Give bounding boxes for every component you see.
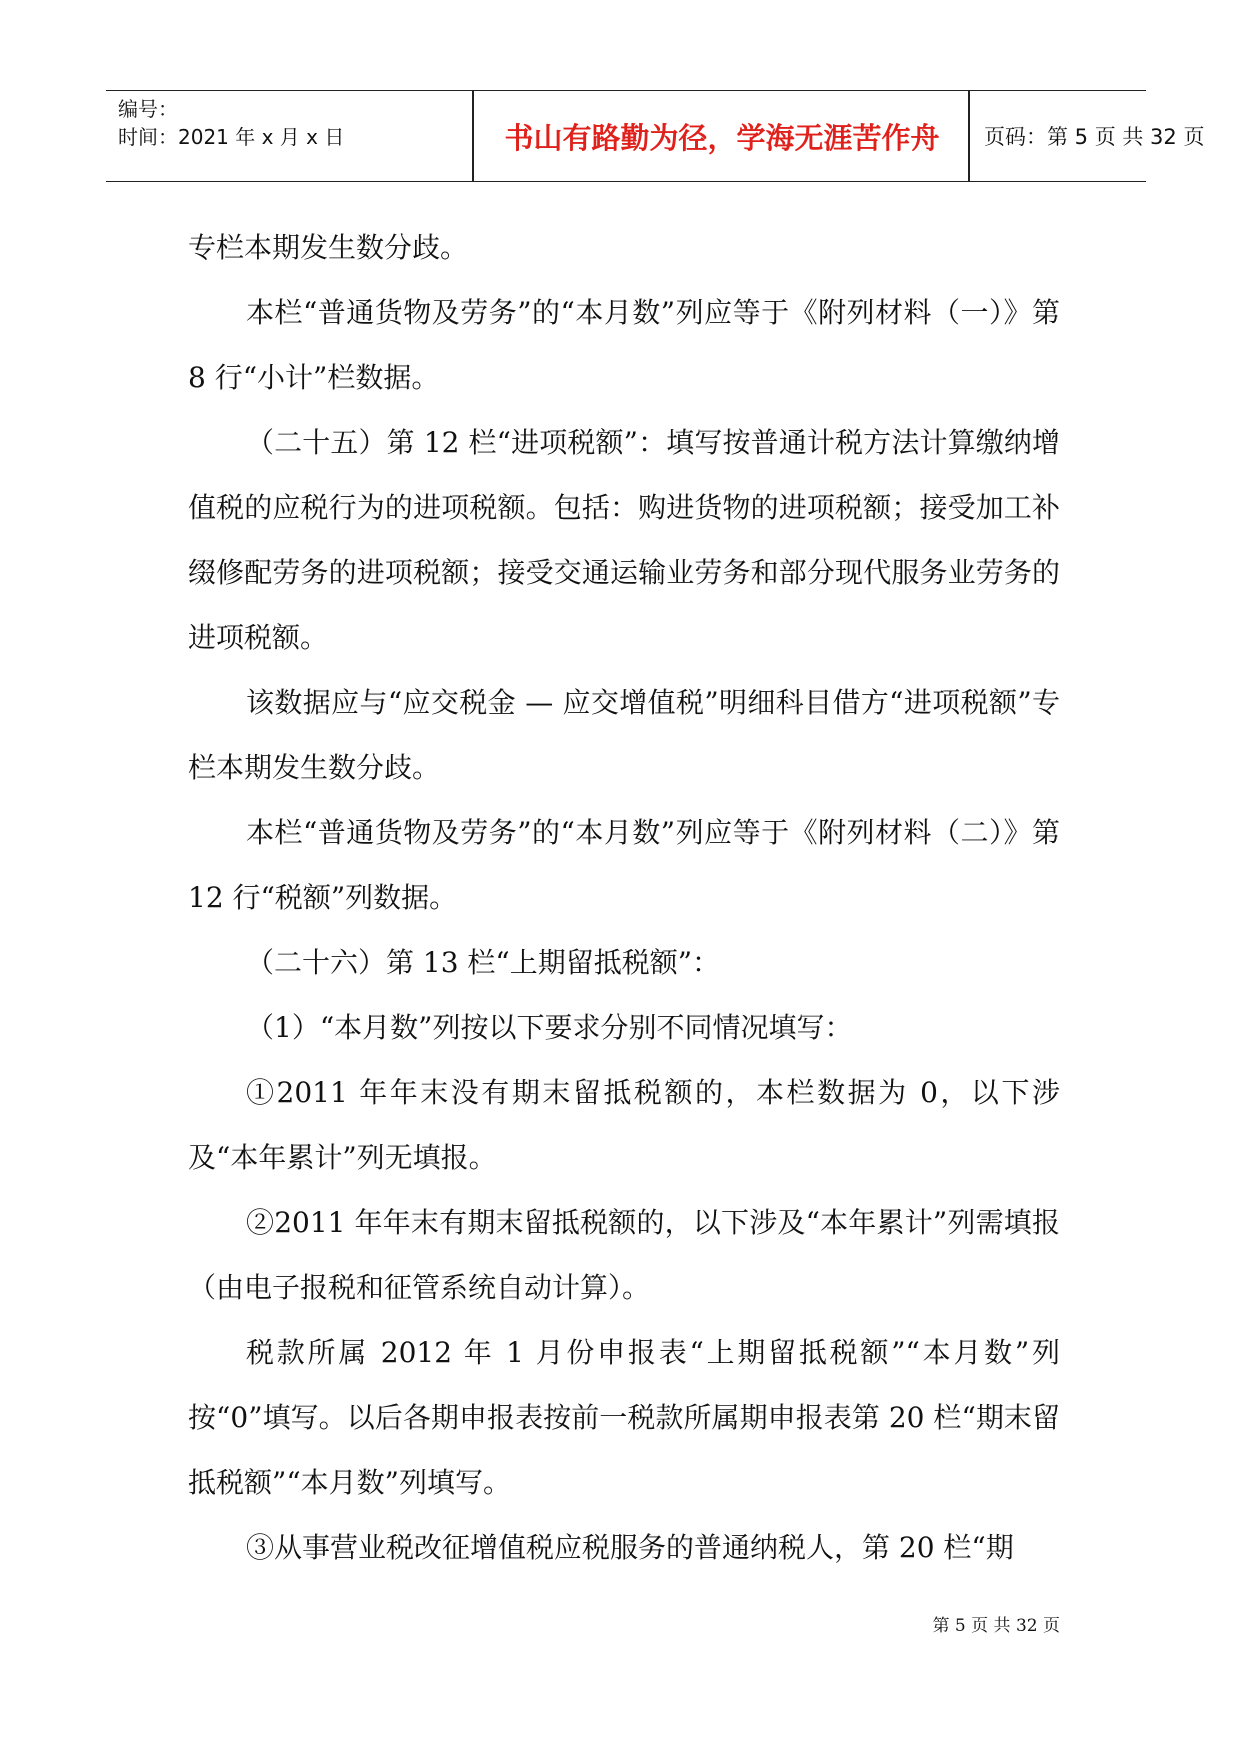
paragraph: 本栏“普通货物及劳务”的“本月数”列应等于《附列材料（二）》第 12 行“税额”列数据。 [188, 816, 1060, 914]
document-time-label: 时间：2021 年 x 月 x 日 [118, 125, 345, 149]
paragraph: （二十五）第 12 栏“进项税额”：填写按普通计税方法计算缴纳增值税的应税行为的进项税额。包括：购进货物的进项税额；接受加工补缀修配劳务的进项税额；接受交通运输业劳务和部分现代服务业劳务的进项税额。 [188, 426, 1060, 654]
paragraph: 税款所属 2012 年 1 月份申报表“上期留抵税额”“本月数”列按“0”填写。以后各期申报表按前一税款所属期申报表第 20 栏“期末留抵税额”“本月数”列填写。 [188, 1336, 1060, 1499]
document-number-label: 编号： [118, 97, 178, 121]
paragraph: 该数据应与“应交税金 — 应交增值税”明细科目借方“进项税额”专栏本期发生数分歧。 [188, 686, 1060, 784]
page-footer: 第 5 页 共 32 页 [932, 1616, 1060, 1636]
paragraph: ①2011 年年末没有期末留抵税额的，本栏数据为 0，以下涉及“本年累计”列无填报。 [188, 1076, 1060, 1174]
paragraph: （二十六）第 13 栏“上期留抵税额”： [246, 946, 721, 979]
paragraph: ②2011 年年末有期末留抵税额的，以下涉及“本年累计”列需填报（由电子报税和征管系统自动计算）。 [188, 1206, 1060, 1304]
document-body [188, 215, 1060, 1580]
page-header [106, 90, 1205, 182]
header-motto: 书山有路勤为径，学海无涯苦作舟 [504, 120, 940, 155]
paragraph: 本栏“普通货物及劳务”的“本月数”列应等于《附列材料（一）》第 8 行“小计”栏数据。 [188, 296, 1060, 394]
paragraph: （1）“本月数”列按以下要求分别不同情况填写： [246, 1011, 853, 1044]
header-divider [472, 91, 474, 181]
paragraph: 专栏本期发生数分歧。 [188, 231, 469, 264]
paragraph: ③从事营业税改征增值税应税服务的普通纳税人，第 20 栏“期 [246, 1531, 1014, 1564]
header-divider [968, 91, 970, 181]
header-page-info: 页码：第 5 页 共 32 页 [984, 125, 1205, 149]
header-meta [118, 91, 473, 181]
